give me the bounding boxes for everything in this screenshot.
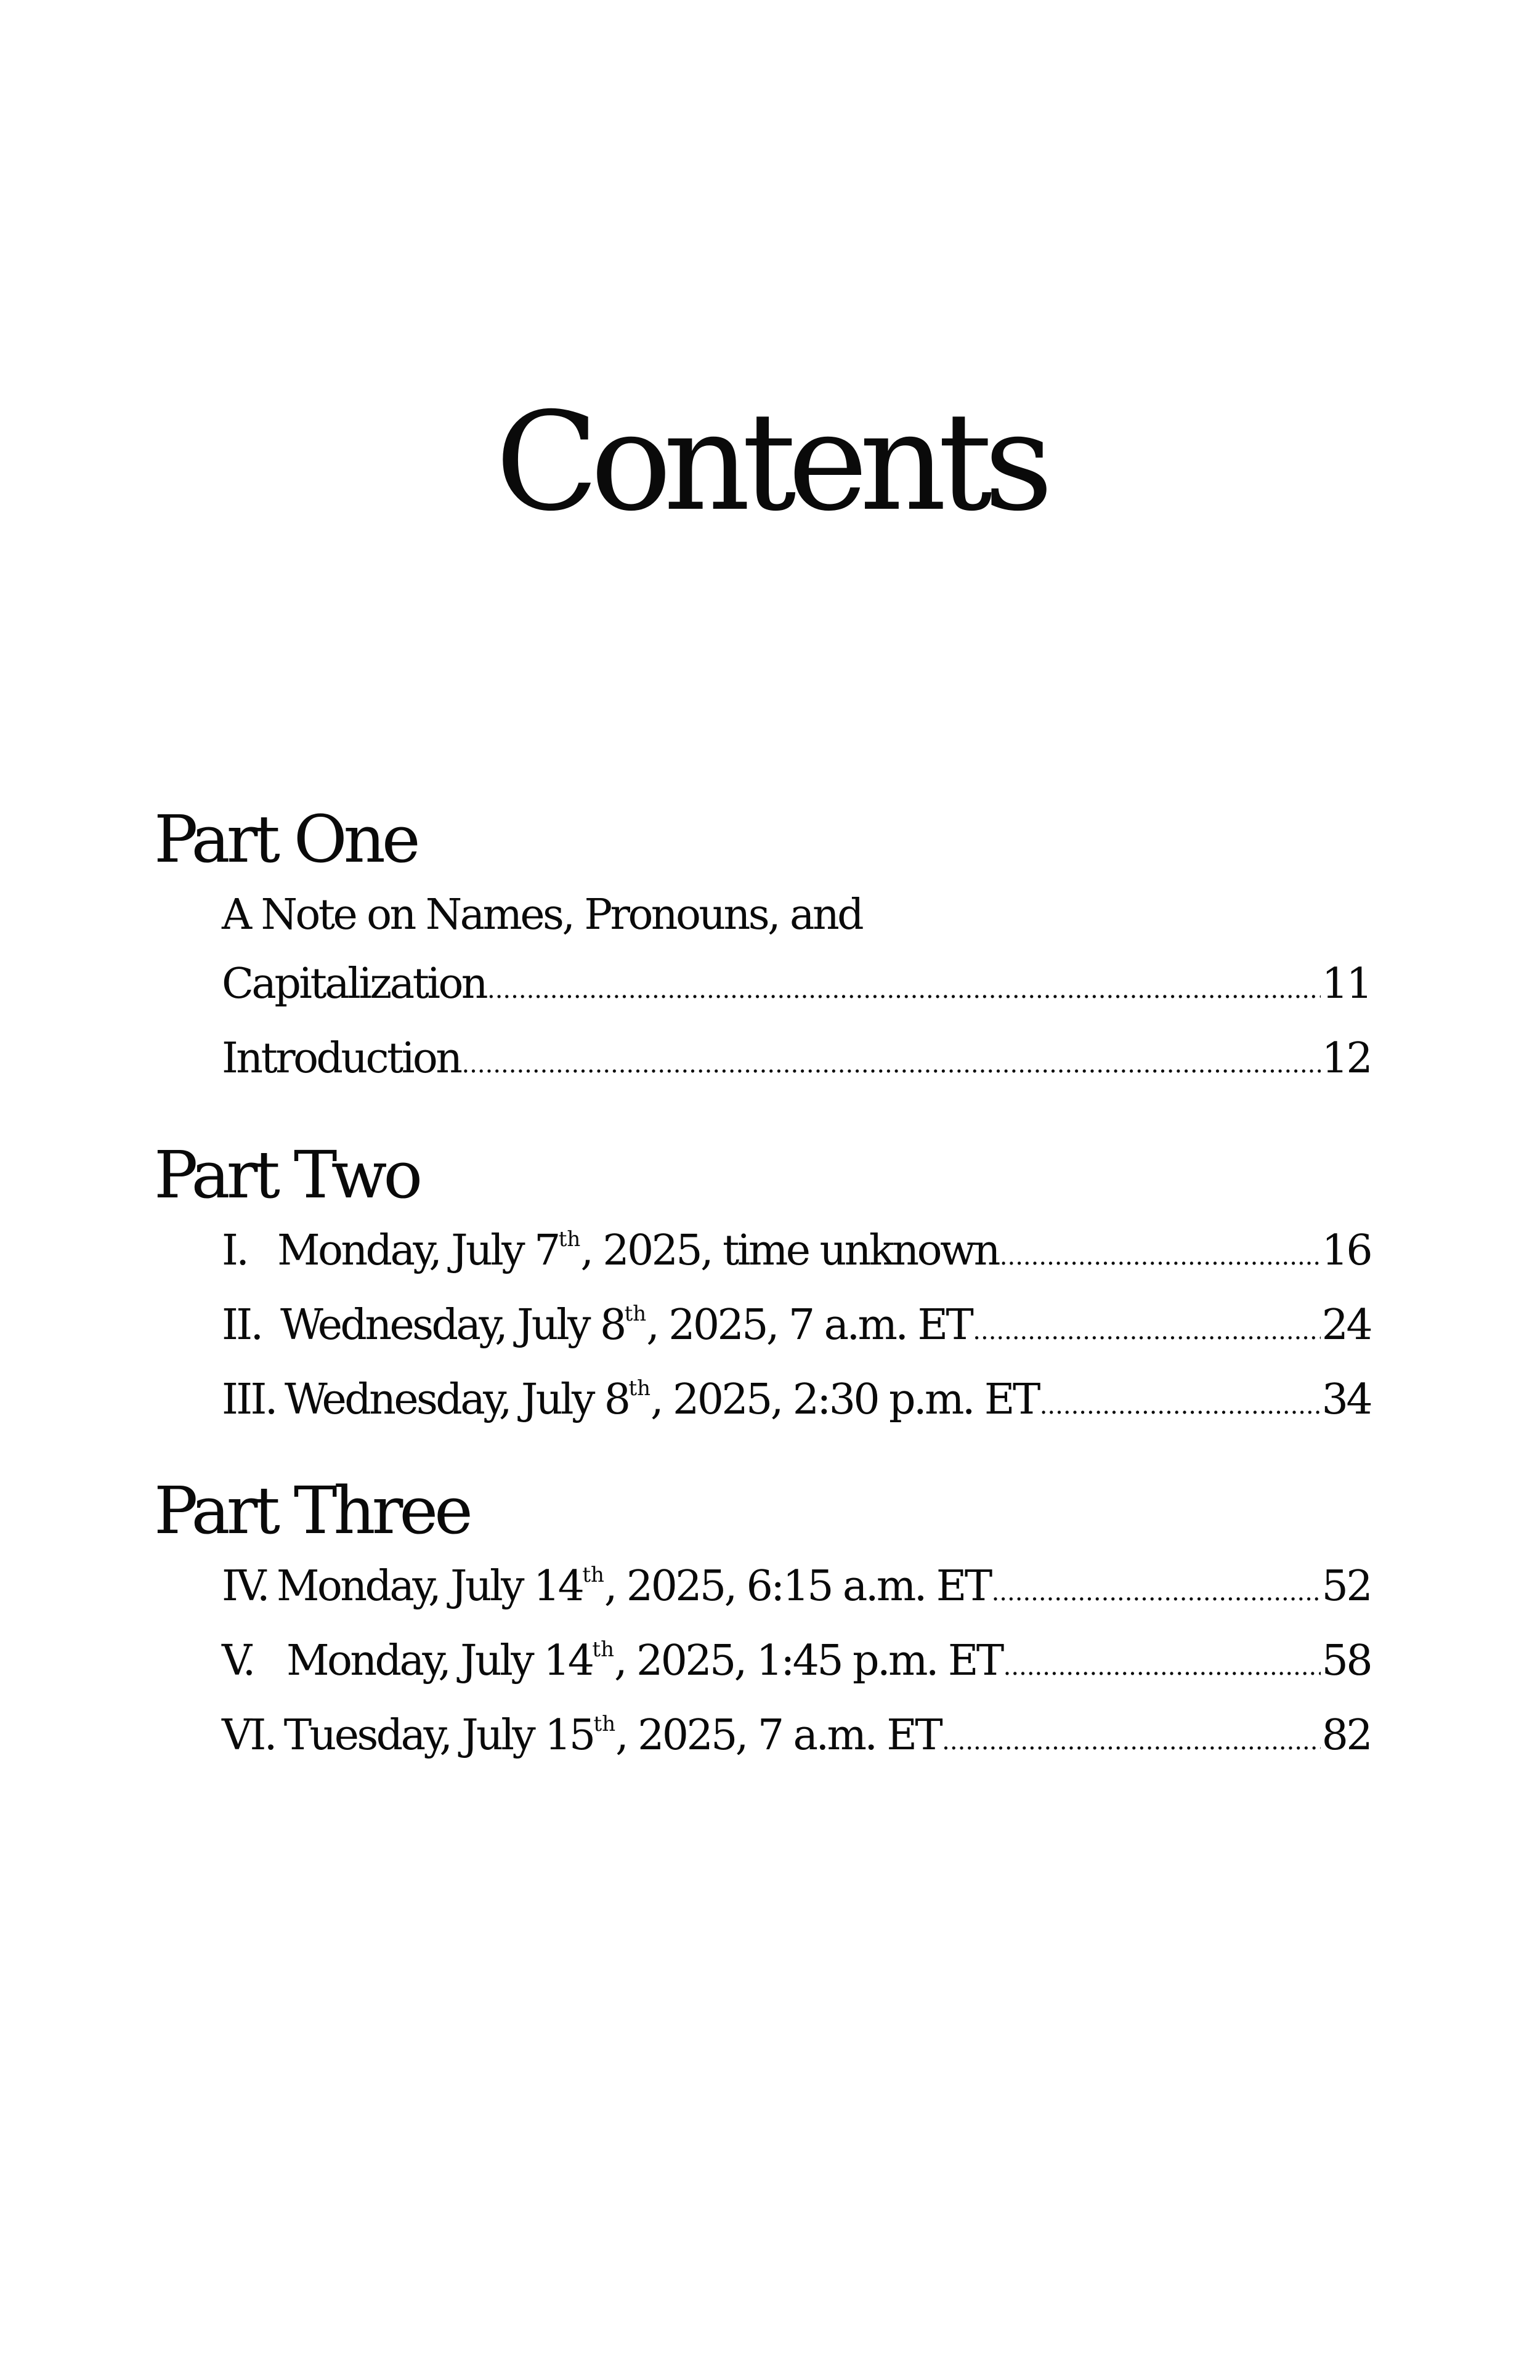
toc-entry[interactable] bbox=[222, 1216, 1371, 1291]
dot-leader bbox=[973, 1297, 1320, 1366]
toc-page-number: 11 bbox=[1321, 960, 1371, 1008]
toc-page-number: 52 bbox=[1321, 1562, 1371, 1611]
toc-page-number: 12 bbox=[1321, 1034, 1371, 1083]
ordinal-suffix: th bbox=[592, 1637, 614, 1662]
toc-entries bbox=[222, 1552, 1371, 1776]
dot-leader bbox=[1040, 1371, 1321, 1440]
chapter-numeral: IV. bbox=[222, 1562, 268, 1611]
toc-page-number: 58 bbox=[1321, 1637, 1371, 1685]
dot-leader bbox=[1003, 1632, 1321, 1701]
toc-entry-title: Monday, July 14th, 2025, 6:15 a.m. ET bbox=[276, 1562, 991, 1611]
toc-page-number: 82 bbox=[1321, 1711, 1371, 1760]
toc-entry-title-line-1: A Note on Names, Pronouns, and bbox=[222, 891, 862, 939]
chapter-numeral: VI. bbox=[222, 1711, 275, 1760]
dot-leader bbox=[487, 955, 1321, 1024]
toc-entry[interactable] bbox=[222, 1627, 1371, 1701]
toc-entries bbox=[222, 881, 1371, 1099]
ordinal-suffix: th bbox=[624, 1301, 647, 1326]
toc-entry[interactable] bbox=[222, 1552, 1371, 1627]
toc-entry[interactable] bbox=[222, 950, 1371, 1024]
part-heading: Part Three bbox=[154, 1473, 469, 1548]
toc-entry[interactable] bbox=[222, 1291, 1371, 1366]
toc-entry-title: Capitalization bbox=[222, 960, 486, 1008]
toc-page-number: 24 bbox=[1321, 1301, 1371, 1350]
toc-entry-title: Introduction bbox=[222, 1034, 461, 1083]
ordinal-suffix: th bbox=[593, 1712, 616, 1736]
dot-leader bbox=[942, 1707, 1321, 1776]
toc-entry-title: Monday, July 7th, 2025, time unknown bbox=[277, 1226, 999, 1275]
chapter-numeral: I. bbox=[222, 1226, 248, 1275]
dot-leader bbox=[1000, 1222, 1321, 1291]
ordinal-suffix: th bbox=[582, 1563, 604, 1587]
part-two-section bbox=[154, 1137, 1386, 1440]
part-three-section bbox=[154, 1473, 1386, 1776]
toc-entry-title: Tuesday, July 15th, 2025, 7 a.m. ET bbox=[283, 1711, 941, 1760]
chapter-numeral: III. bbox=[222, 1375, 276, 1424]
page-title: Contents bbox=[495, 383, 1045, 541]
chapter-numeral: II. bbox=[222, 1301, 262, 1350]
part-heading: Part One bbox=[154, 801, 417, 877]
chapter-numeral: V. bbox=[222, 1637, 254, 1685]
part-heading: Part Two bbox=[154, 1137, 419, 1213]
dot-leader bbox=[992, 1558, 1321, 1627]
toc-entry-title: Wednesday, July 8th, 2025, 2:30 p.m. ET bbox=[284, 1375, 1039, 1424]
toc-entries bbox=[222, 1216, 1371, 1440]
ordinal-suffix: th bbox=[558, 1227, 581, 1252]
toc-entry-title: Wednesday, July 8th, 2025, 7 a.m. ET bbox=[280, 1301, 972, 1350]
ordinal-suffix: th bbox=[628, 1376, 651, 1401]
part-one-section bbox=[154, 801, 1386, 1099]
dot-leader bbox=[461, 1030, 1320, 1099]
toc-entry-title: Monday, July 14th, 2025, 1:45 p.m. ET bbox=[286, 1637, 1002, 1685]
toc-page-number: 34 bbox=[1321, 1375, 1371, 1424]
toc-entry[interactable] bbox=[222, 1024, 1371, 1099]
toc-entry-wrapped-line[interactable] bbox=[222, 881, 1371, 950]
toc-entry[interactable] bbox=[222, 1701, 1371, 1776]
toc-page-number: 16 bbox=[1321, 1226, 1371, 1275]
toc-entry[interactable] bbox=[222, 1366, 1371, 1440]
